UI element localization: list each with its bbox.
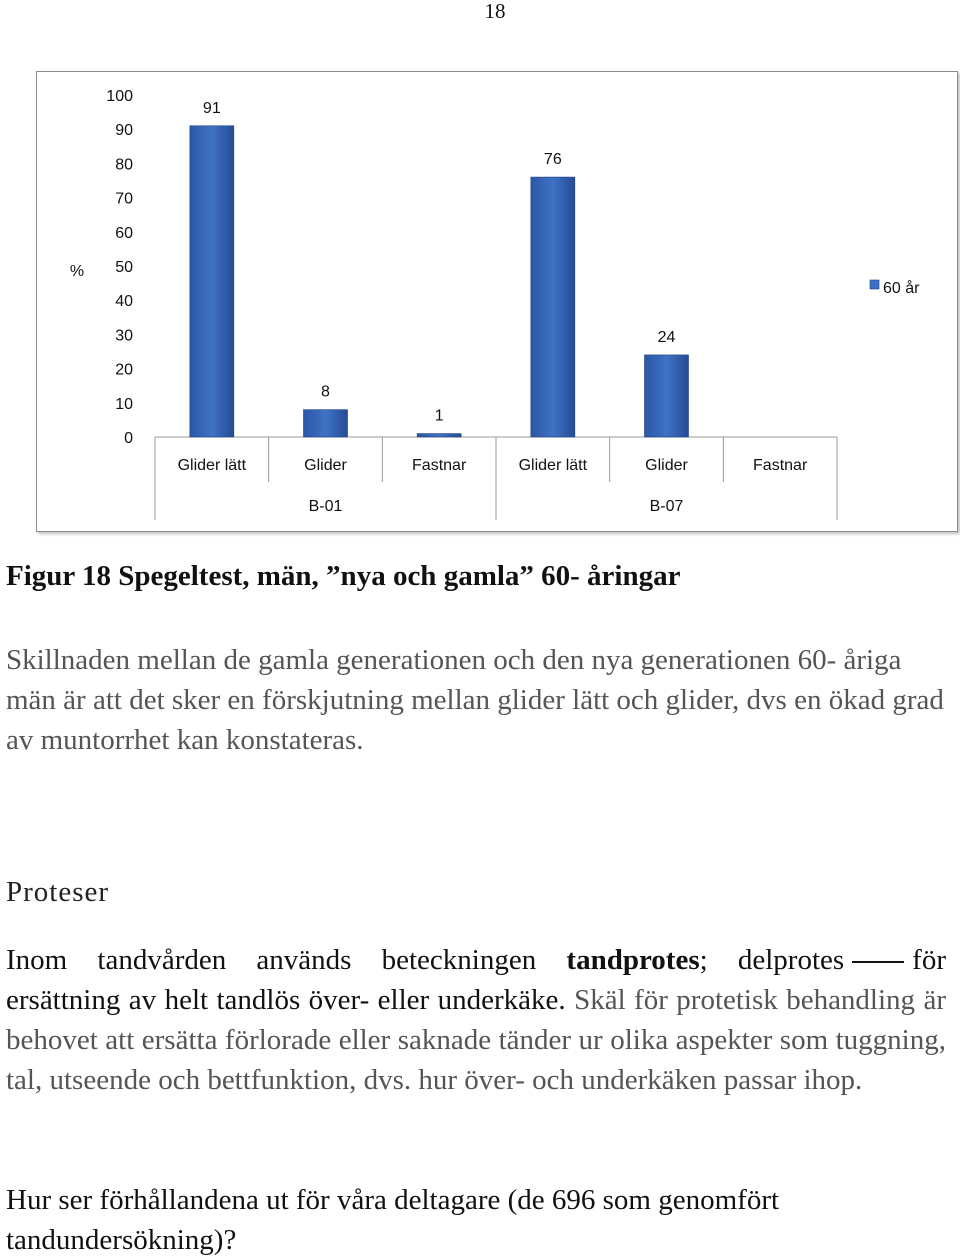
y-tick-label: 0 bbox=[124, 430, 133, 447]
legend-label: 60 år bbox=[883, 280, 920, 297]
x-tick-label: Glider bbox=[645, 457, 688, 474]
term-tandprotes: tandprotes bbox=[566, 944, 700, 976]
group-label: B-07 bbox=[649, 498, 684, 515]
paragraph-proteser bbox=[6, 940, 946, 1100]
paragraph-proteser-part3: för ersättning av helt tandlös över- eller underkäke. bbox=[6, 944, 946, 1016]
y-tick-label: 40 bbox=[115, 293, 133, 311]
bar-data-label: 1 bbox=[434, 407, 444, 425]
y-tick-label: 30 bbox=[115, 327, 133, 345]
y-tick-label: 70 bbox=[115, 190, 133, 208]
y-tick-label: 60 bbox=[115, 224, 133, 242]
legend-swatch bbox=[870, 280, 879, 289]
group-label: B-01 bbox=[308, 498, 343, 515]
bar-data-label: 76 bbox=[543, 151, 562, 169]
bar bbox=[304, 410, 348, 437]
bar-chart bbox=[36, 71, 958, 532]
bar bbox=[645, 355, 689, 437]
y-axis-label: % bbox=[69, 263, 85, 280]
paragraph-generations: Skillnaden mellan de gamla generationen och den nya generationen 60- åriga män är att det sker en förskjutning mellan glider lätt och glider, dvs en ökad grad av muntorrhet kan konstateras. bbox=[6, 644, 944, 756]
bar-data-label: 8 bbox=[321, 383, 330, 401]
bar-data-label: 91 bbox=[202, 99, 221, 117]
paragraph-question: Hur ser förhållandena ut för våra deltagare (de 696 som genomfört tandundersökning)? bbox=[6, 1184, 780, 1256]
x-tick-label: Fastnar bbox=[753, 457, 808, 474]
section-heading: Proteser bbox=[6, 876, 110, 908]
x-tick-label: Glider lätt bbox=[518, 457, 588, 474]
y-tick-label: 90 bbox=[115, 122, 133, 140]
bar bbox=[531, 177, 575, 437]
y-tick-label: 20 bbox=[115, 361, 133, 379]
paragraph-proteser-part2: ; delprotes bbox=[699, 944, 845, 976]
figure-caption: Figur 18 Spegeltest, män, ”nya och gamla” 60- åringar bbox=[6, 560, 681, 592]
y-tick-label: 10 bbox=[115, 395, 133, 413]
y-tick-label: 100 bbox=[106, 88, 133, 105]
paragraph-proteser-part4: Skäl för protetisk behandling är behovet att ersätta förlorade eller saknade tänder ur olika aspekter som tuggning, tal, utseende och bettfunktion, dvs. hur över- och underkäken passar ihop. bbox=[6, 984, 946, 1096]
bar bbox=[417, 434, 461, 437]
paragraph-proteser-part1: Inom tandvården används beteckningen bbox=[6, 944, 537, 976]
page-number: 18 bbox=[484, 0, 506, 23]
chart-canvas bbox=[37, 72, 957, 531]
em-dash bbox=[852, 961, 904, 963]
y-tick-label: 80 bbox=[115, 156, 133, 174]
bar-data-label: 24 bbox=[657, 328, 676, 346]
x-tick-label: Glider lätt bbox=[177, 457, 247, 474]
x-tick-label: Glider bbox=[304, 457, 347, 474]
bar bbox=[190, 126, 234, 437]
x-tick-label: Fastnar bbox=[412, 457, 467, 474]
y-tick-label: 50 bbox=[115, 259, 133, 276]
